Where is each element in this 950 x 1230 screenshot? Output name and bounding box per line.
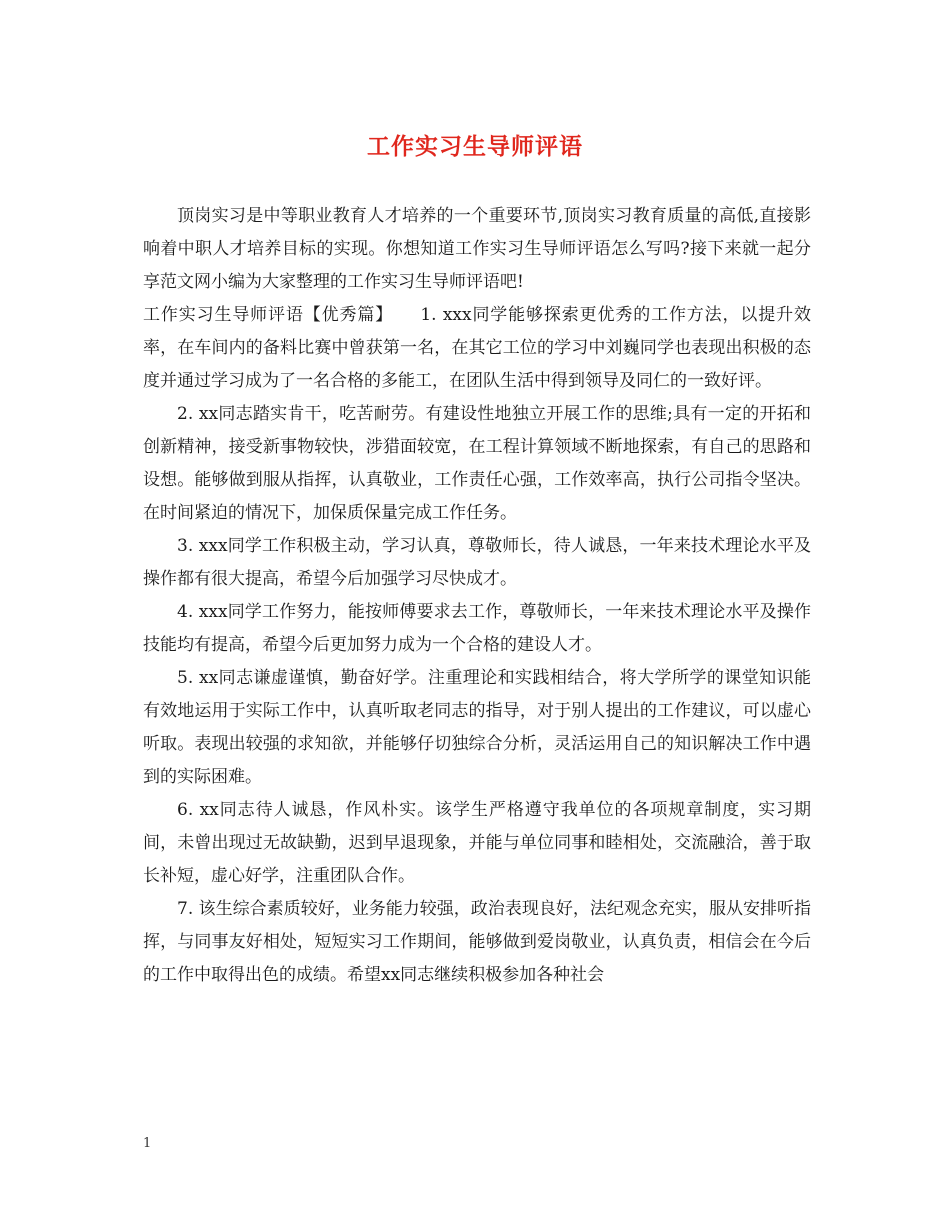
- document-title: 工作实习生导师评语: [367, 133, 583, 160]
- paragraph-5: 5. xx同志谦虚谨慎，勤奋好学。注重理论和实践相结合，将大学所学的课堂知识能有效地运用于实际工作中，认真听取老同志的指导，对于别人提出的工作建议，可以虚心听取。表现出较强的求知欲，并能够仔切独综合分析，灵活运用自己的知识解决工作中遇到的实际困难。: [143, 668, 811, 787]
- paragraph-4: 4. xxx同学工作努力，能按师傅要求去工作，尊敬师长，一年来技术理论水平及操作技能均有提高，希望今后更加努力成为一个合格的建设人才。: [143, 602, 811, 655]
- paragraph-7: 7. 该生综合素质较好，业务能力较强，政治表现良好，法纪观念充实，服从安排听指挥，与同事友好相处，短短实习工作期间，能够做到爱岗敬业，认真负责，相信会在今后的工作中取得出色的成绩。希望xx同志继续积极参加各种社会: [143, 899, 811, 985]
- paragraph-3: 3. xxx同学工作积极主动，学习认真，尊敬师长，待人诚恳，一年来技术理论水平及操作都有很大提高，希望今后加强学习尽快成才。: [143, 536, 811, 589]
- paragraph-intro: 顶岗实习是中等职业教育人才培养的一个重要环节,顶岗实习教育质量的高低,直接影响着中职人才培养目标的实现。你想知道工作实习生导师评语怎么写吗?接下来就一起分享范文网小编为大家整理的工作实习生导师评语吧!: [143, 206, 811, 292]
- paragraph-2: 2. xx同志踏实肯干，吃苦耐劳。有建设性地独立开展工作的思维;具有一定的开拓和创新精神，接受新事物较快，涉猎面较宽，在工程计算领域不断地探索，有自己的思路和设想。能够做到服从指挥，认真敬业，工作责任心强，工作效率高，执行公司指令坚决。在时间紧迫的情况下，加保质保量完成工作任务。: [143, 404, 811, 523]
- paragraph-6: 6. xx同志待人诚恳，作风朴实。该学生严格遵守我单位的各项规章制度，实习期间，未曾出现过无故缺勤，迟到早退现象，并能与单位同事和睦相处，交流融洽，善于取长补短，虚心好学，注重团队合作。: [143, 800, 811, 886]
- paragraph-1: 工作实习生导师评语【优秀篇】 1. xxx同学能够探索更优秀的工作方法，以提升效率，在车间内的备料比赛中曾获第一名，在其它工位的学习中刘巍同学也表现出积极的态度并通过学习成为了一名合格的多能工，在团队生活中得到领导及同仁的一致好评。: [143, 305, 811, 391]
- page-number: 1: [143, 1136, 152, 1151]
- document-body: [143, 200, 811, 992]
